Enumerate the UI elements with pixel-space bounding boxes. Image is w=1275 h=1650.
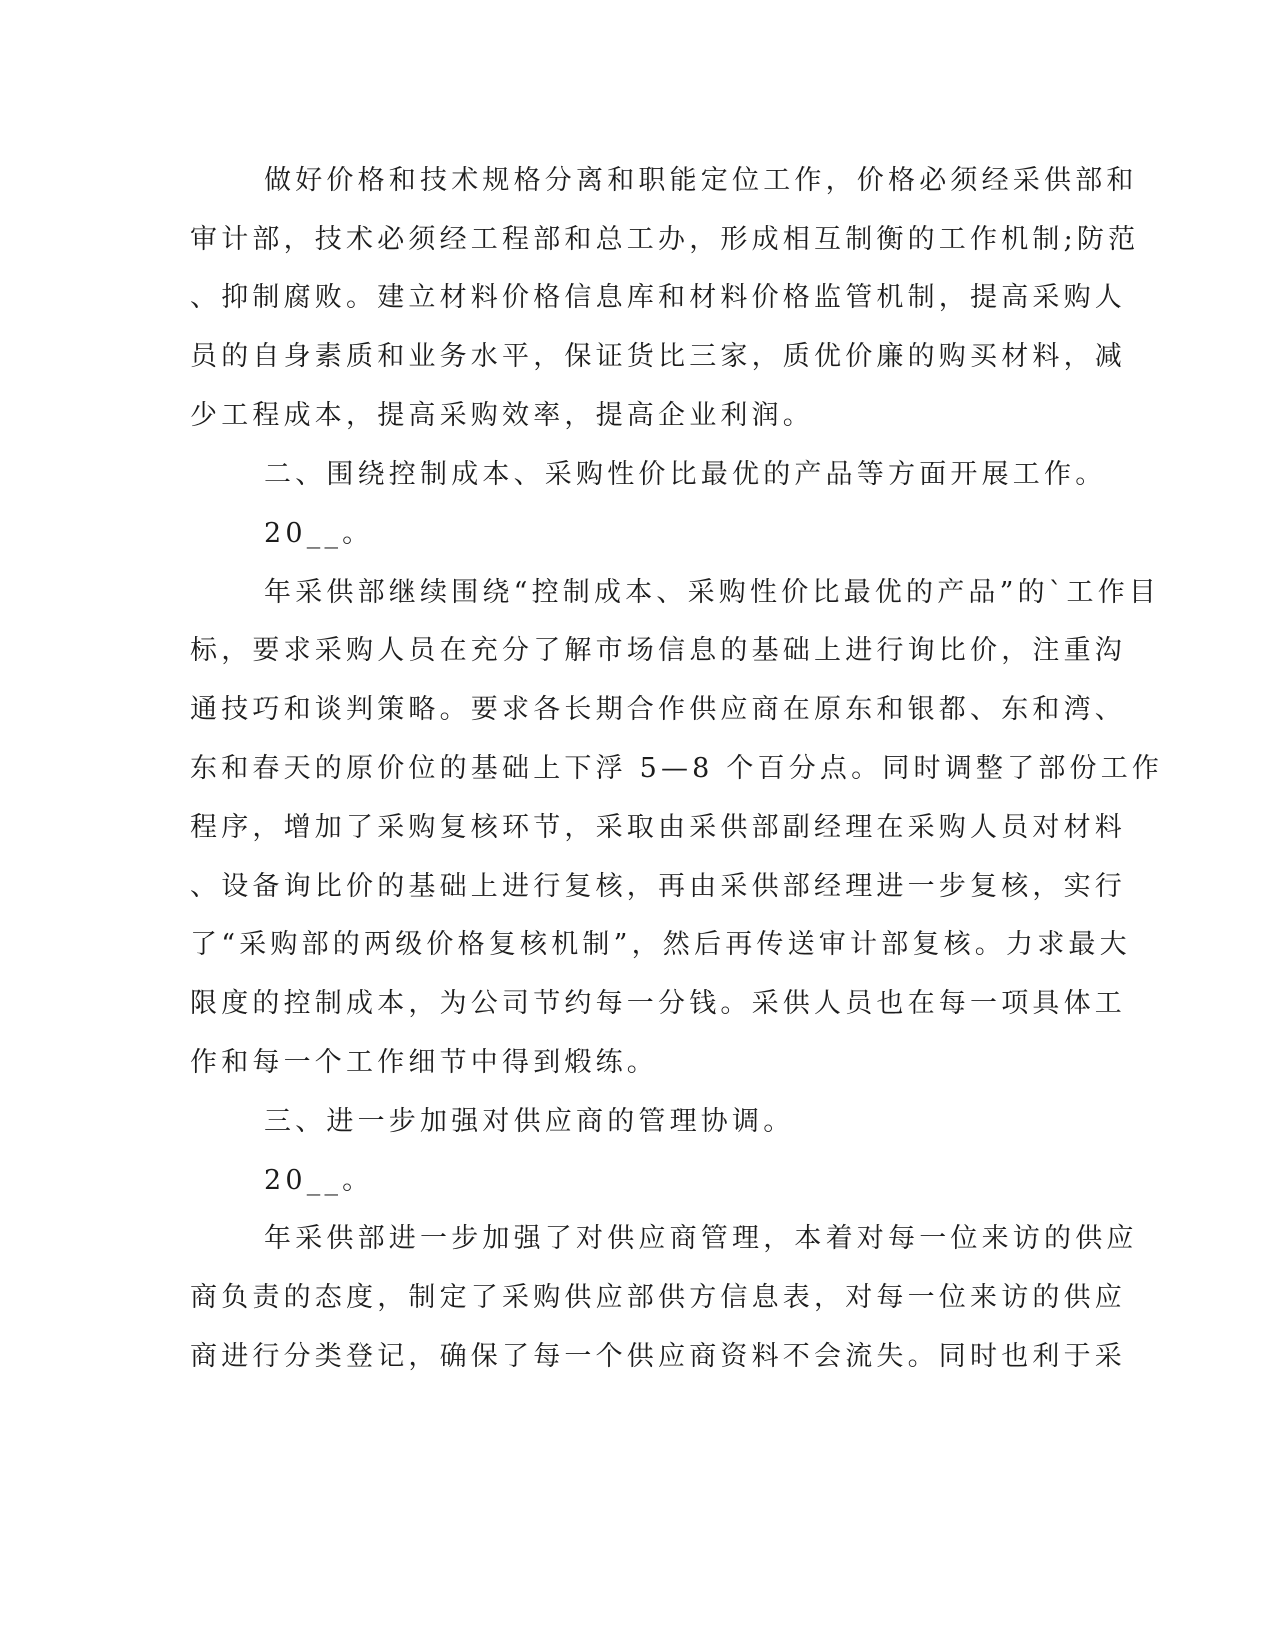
- text-line: 、设备询比价的基础上进行复核，再由采供部经理进一步复核，实行: [190, 871, 1126, 902]
- text-line: 限度的控制成本，为公司节约每一分钱。采供人员也在每一项具体工: [190, 988, 1126, 1019]
- text-line: 、抑制腐败。建立材料价格信息库和材料价格监管机制，提高采购人: [190, 282, 1126, 313]
- text-line: 商进行分类登记，确保了每一个供应商资料不会流失。同时也利于采: [190, 1341, 1126, 1372]
- text-line: 商负责的态度，制定了采购供应部供方信息表，对每一位来访的供应: [190, 1282, 1126, 1313]
- text-line: 审计部，技术必须经工程部和总工办，形成相互制衡的工作机制;防范: [190, 224, 1140, 255]
- text-line: 做好价格和技术规格分离和职能定位工作，价格必须经采供部和: [264, 165, 1138, 196]
- year-line: 20__。: [264, 1165, 374, 1196]
- section-heading: 二、围绕控制成本、采购性价比最优的产品等方面开展工作。: [264, 459, 1107, 490]
- text-line: 通技巧和谈判策略。要求各长期合作供应商在原东和银都、东和湾、: [190, 694, 1126, 725]
- text-line: 标，要求采购人员在充分了解市场信息的基础上进行询比价，注重沟: [190, 635, 1126, 666]
- text-line: 少工程成本，提高采购效率，提高企业利润。: [190, 400, 814, 431]
- text-line: 程序，增加了采购复核环节，采取由采供部副经理在采购人员对材料: [190, 812, 1126, 843]
- section-heading: 三、进一步加强对供应商的管理协调。: [264, 1106, 795, 1137]
- text-line: 东和春天的原价位的基础上下浮 5—8 个百分点。同时调整了部份工作: [190, 753, 1164, 784]
- text-line: 员的自身素质和业务水平，保证货比三家，质优价廉的购买材料，减: [190, 341, 1126, 372]
- year-line: 20__。: [264, 518, 374, 549]
- text-line: 年采供部进一步加强了对供应商管理，本着对每一位来访的供应: [264, 1223, 1138, 1254]
- text-line: 作和每一个工作细节中得到煅练。: [190, 1047, 658, 1078]
- text-line: 了“采购部的两级价格复核机制”，然后再传送审计部复核。力求最大: [190, 929, 1131, 960]
- text-line: 年采供部继续围绕“控制成本、采购性价比最优的产品”的`工作目: [264, 577, 1161, 608]
